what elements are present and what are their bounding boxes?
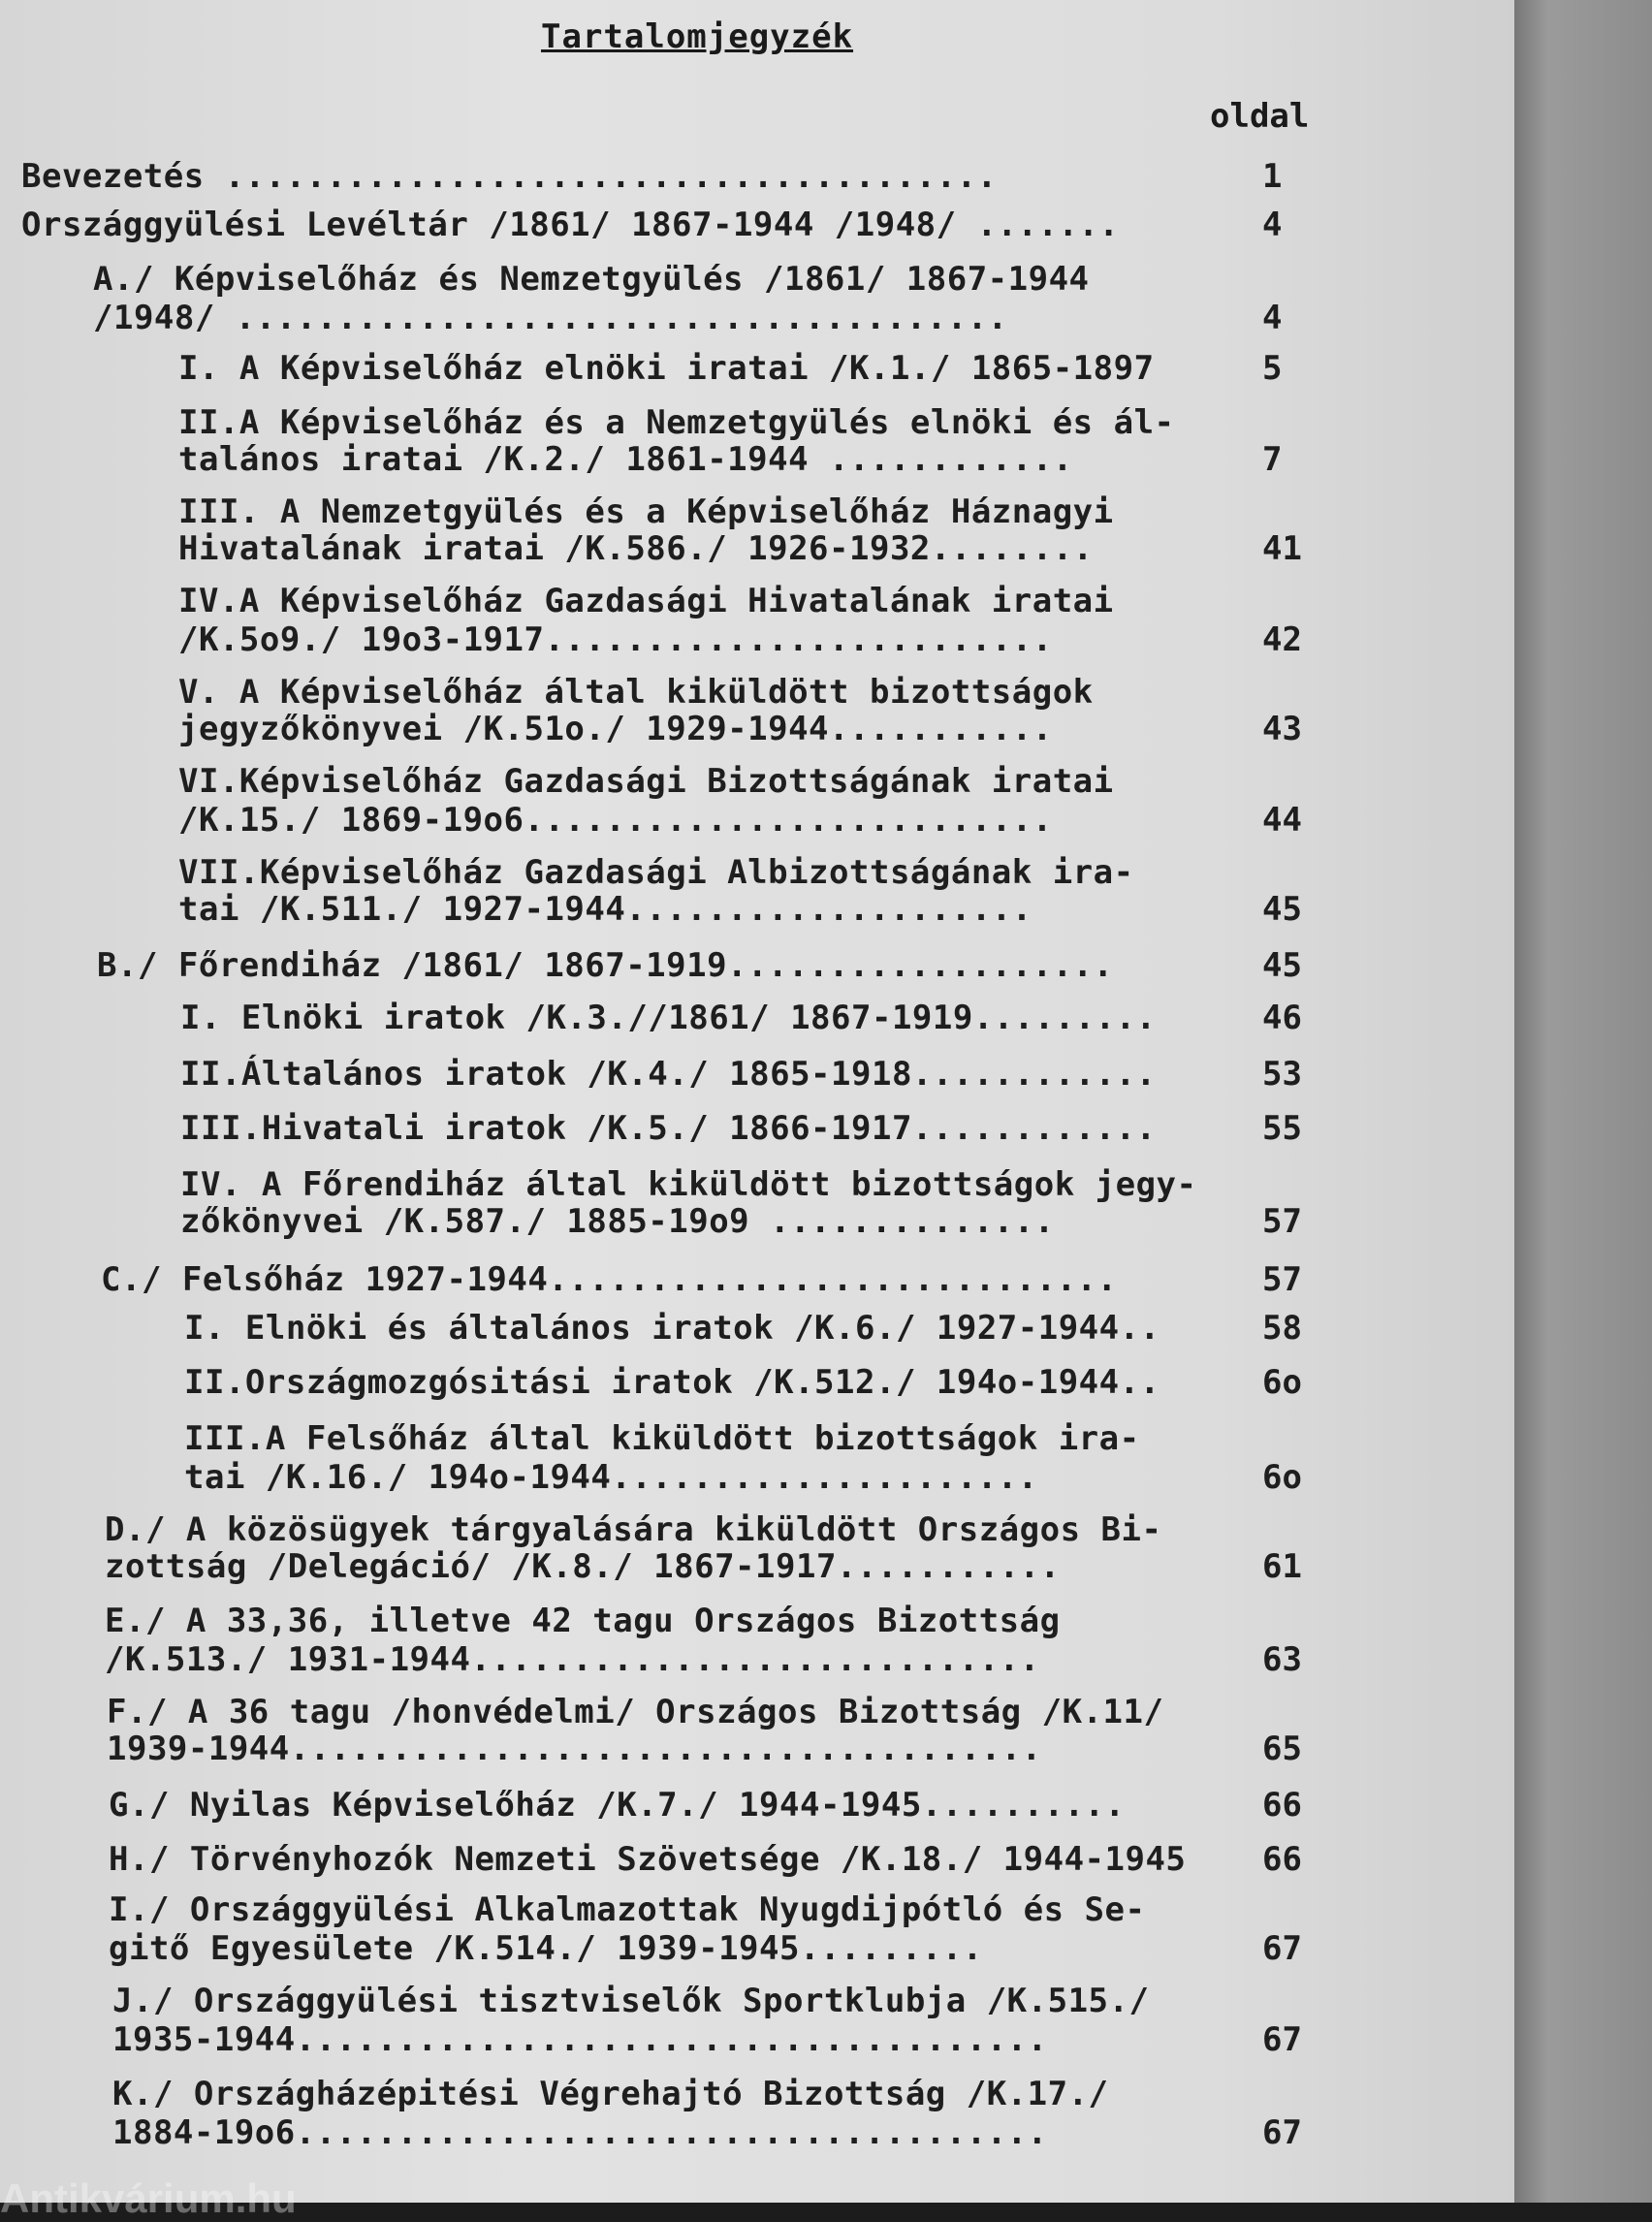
- toc-page-number: 45: [1262, 946, 1302, 985]
- toc-page-number: 41: [1262, 529, 1302, 568]
- toc-page-number: 67: [1262, 2020, 1302, 2059]
- toc-entry-text: I. A Képviselőház elnöki iratai /K.1./ 1865-1897: [178, 349, 1155, 388]
- toc-entry-text: J./ Országgyülési tisztviselők Sportklubja /K.515./: [112, 1982, 1150, 2020]
- toc-entry-text: E./ A 33,36, illetve 42 tagu Országos Bizottság: [105, 1602, 1061, 1640]
- toc-page-number: 42: [1262, 620, 1302, 659]
- toc-page-number: 58: [1262, 1309, 1302, 1348]
- toc-page-number: 57: [1262, 1260, 1302, 1299]
- toc-page-number: 4: [1262, 206, 1283, 244]
- toc-entry-text: III.Hivatali iratok /K.5./ 1866-1917............: [180, 1109, 1157, 1148]
- toc-page-number: 6o: [1262, 1363, 1302, 1402]
- toc-entry-text: H./ Törvényhozók Nemzeti Szövetsége /K.18./ 1944-1945: [109, 1840, 1187, 1879]
- watermark: Antikvárium.hu: [0, 2175, 297, 2221]
- toc-entry-text: Országgyülési Levéltár /1861/ 1867-1944 /1948/ .......: [21, 206, 1120, 244]
- toc-entry-continuation: tai /K.16./ 194o-1944.....................: [184, 1458, 1038, 1497]
- toc-entry-text: II.A Képviselőház és a Nemzetgyülés elnöki és ál-: [178, 403, 1175, 442]
- toc-page-number: 63: [1262, 1640, 1302, 1679]
- toc-entry-text: G./ Nyilas Képviselőház /K.7./ 1944-1945..........: [109, 1786, 1126, 1825]
- toc-entry-continuation: talános iratai /K.2./ 1861-1944 ............: [178, 440, 1073, 479]
- toc-entry-text: VI.Képviselőház Gazdasági Bizottságának iratai: [178, 762, 1114, 801]
- toc-entry-text: D./ A közösügyek tárgyalására kiküldött Országos Bi-: [105, 1510, 1162, 1549]
- toc-page-number: 61: [1262, 1547, 1302, 1586]
- toc-entry-text: A./ Képviselőház és Nemzetgyülés /1861/ 1867-1944: [93, 260, 1090, 299]
- toc-entry-text: I. Elnöki iratok /K.3.//1861/ 1867-1919.........: [180, 999, 1157, 1037]
- toc-entry-continuation: Hivatalának iratai /K.586./ 1926-1932........: [178, 529, 1094, 568]
- toc-entry-text: I. Elnöki és általános iratok /K.6./ 1927-1944..: [184, 1309, 1160, 1348]
- toc-entry-text: V. A Képviselőház által kiküldött bizottságok: [178, 673, 1094, 712]
- toc-entry-continuation: 1939-1944.....................................: [107, 1730, 1042, 1768]
- toc-page-number: 66: [1262, 1786, 1302, 1825]
- toc-entry-text: IV.A Képviselőház Gazdasági Hivatalának iratai: [178, 582, 1114, 620]
- toc-entry-text: VII.Képviselőház Gazdasági Albizottságának ira-: [178, 853, 1134, 892]
- toc-entry-continuation: /K.513./ 1931-1944............................: [105, 1640, 1040, 1679]
- toc-entry-continuation: tai /K.511./ 1927-1944....................: [178, 890, 1032, 929]
- toc-entry-text: III. A Nemzetgyülés és a Képviselőház Háznagyi: [178, 492, 1114, 531]
- toc-page-number: 57: [1262, 1202, 1302, 1241]
- page-title: Tartalomjegyzék: [541, 17, 854, 56]
- toc-page-number: 1: [1262, 157, 1283, 196]
- toc-entry-text: B./ Főrendiház /1861/ 1867-1919...................: [97, 946, 1114, 985]
- toc-entry-text: I./ Országgyülési Alkalmazottak Nyugdijpótló és Se-: [109, 1890, 1146, 1929]
- toc-entry-text: F./ A 36 tagu /honvédelmi/ Országos Bizottság /K.11/: [107, 1693, 1164, 1731]
- toc-entry-text: K./ Országházépitési Végrehajtó Bizottság /K.17./: [112, 2075, 1109, 2113]
- toc-page-number: 66: [1262, 1840, 1302, 1879]
- toc-page-number: 67: [1262, 2113, 1302, 2152]
- page-column-header: oldal: [1210, 97, 1310, 136]
- toc-page-number: 43: [1262, 710, 1302, 748]
- toc-entry-continuation: gitő Egyesülete /K.514./ 1939-1945.........: [109, 1929, 983, 1968]
- toc-page-number: 44: [1262, 801, 1302, 840]
- toc-entry-continuation: jegyzőkönyvei /K.51o./ 1929-1944...........: [178, 710, 1053, 748]
- toc-entry-text: II.Általános iratok /K.4./ 1865-1918............: [180, 1055, 1157, 1094]
- toc-page-number: 53: [1262, 1055, 1302, 1094]
- toc-page-number: 5: [1262, 349, 1283, 388]
- toc-entry-text: II.Országmozgósitási iratok /K.512./ 194o-1944..: [184, 1363, 1160, 1402]
- toc-page-number: 55: [1262, 1109, 1302, 1148]
- toc-page-number: 6o: [1262, 1458, 1302, 1497]
- toc-page-number: 65: [1262, 1730, 1302, 1768]
- toc-page-number: 4: [1262, 299, 1283, 337]
- toc-entry-text: Bevezetés ......................................: [21, 157, 998, 196]
- toc-entry-text: C./ Felsőház 1927-1944............................: [101, 1260, 1118, 1299]
- toc-entry-text: III.A Felsőház által kiküldött bizottságok ira-: [184, 1419, 1140, 1458]
- toc-page-number: 45: [1262, 890, 1302, 929]
- toc-page-number: 7: [1262, 440, 1283, 479]
- toc-entry-continuation: /1948/ ......................................: [93, 299, 1008, 337]
- toc-entry-continuation: 1884-19o6.....................................: [112, 2113, 1048, 2152]
- toc-page-number: 46: [1262, 999, 1302, 1037]
- toc-entry-continuation: /K.15./ 1869-19o6..........................: [178, 801, 1053, 840]
- page-edge-background: [1514, 0, 1652, 2203]
- toc-entry-continuation: zottság /Delegáció/ /K.8./ 1867-1917...........: [105, 1547, 1061, 1586]
- toc-entry-continuation: zőkönyvei /K.587./ 1885-19o9 ..............: [180, 1202, 1055, 1241]
- toc-entry-text: IV. A Főrendiház által kiküldött bizottságok jegy-: [180, 1165, 1197, 1204]
- toc-entry-continuation: /K.5o9./ 19o3-1917.........................: [178, 620, 1053, 659]
- toc-entry-continuation: 1935-1944.....................................: [112, 2020, 1048, 2059]
- toc-page-number: 67: [1262, 1929, 1302, 1968]
